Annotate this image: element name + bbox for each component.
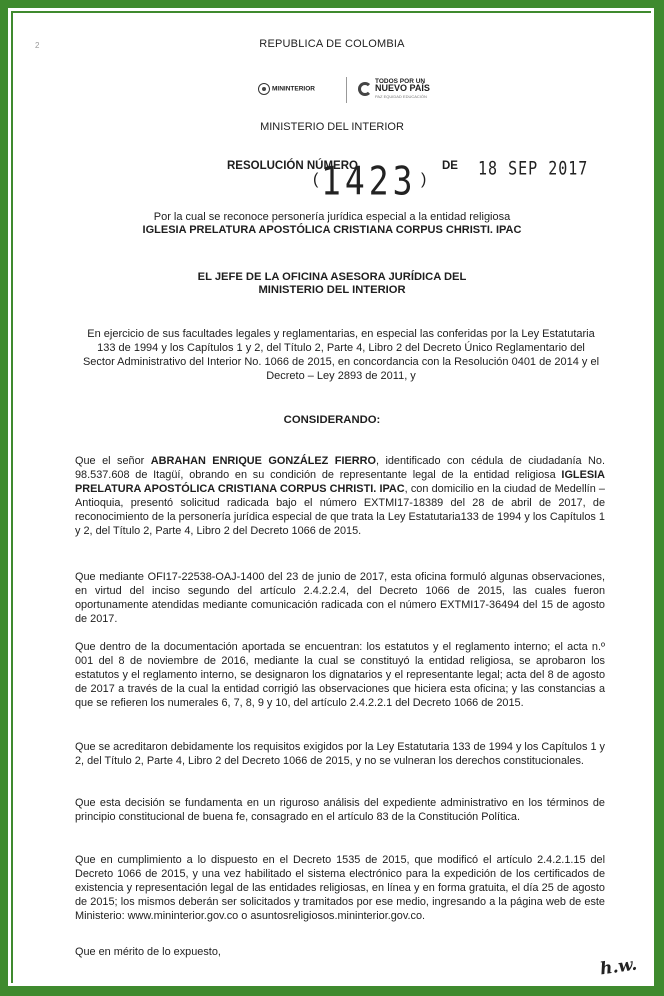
close-paren: ) (421, 171, 427, 188)
entity-name-inline: IGLESIA PRELATURA APOSTÓLICA CRISTIANA CORPUS CHRISTI. IPAC (75, 469, 605, 495)
resolution-number: 1423 (321, 157, 417, 204)
paragraph-7: Que en mérito de lo expuesto, (75, 946, 221, 958)
paragraph-3: Que dentro de la documentación aportada se encuentran: los estatutos y el reglamento interno; el acta n.º 001 del 8 de noviembre de 2016, mediante la cual se constituyó la entidad religiosa, se aprobaron los estatutos y el reglamento interno, se designaron los dignatarios y el representante legal; acta del 8 de agosto de 2017 a través de la cual la entidad corrigió las observaciones que hiciera esta oficina; y las constancias a que se refieren los numerales 6, 7, 8, 9 y 10, del artículo 2.4.2.2.1 del Decreto 1066 de 2015. (75, 641, 605, 709)
handwritten-initials: h.w. (598, 954, 639, 980)
resolution-date: 18 SEP 2017 (478, 156, 589, 180)
subject-line: Por la cual se reconoce personería jurídica especial a la entidad religiosa (153, 211, 511, 223)
country-header: REPUBLICA DE COLOMBIA (259, 38, 405, 50)
nuevo-pais-swoosh-icon (358, 82, 372, 96)
coat-of-arms-icon (258, 83, 270, 95)
paragraph-1: Que el señor ABRAHAN ENRIQUE GONZÁLEZ FIERRO, identificado con cédula de ciudadanía No. 98.537.608 de Itagüí, obrando en su condición de representante legal de la entidad religiosa IGLESIA PRELATURA APOSTÓLICA CRISTIANA CORPUS CHRISTI. IPAC, con domicilio en la ciudad de Medellín – Antioquia, presentó solicitud radicada bajo el número EXTMI17-18389 del 28 de abril de 2017, de reconocimiento de la personería jurídica especial de que trata la Ley Estatutaria133 de 1994 y los Capítulos 1 y 2, del Título 2, Parte 4, Libro 2 del Decreto 1066 de 2015. (75, 455, 605, 537)
open-paren: ( (313, 171, 319, 188)
logos-row (258, 75, 458, 105)
paragraph-2: Que mediante OFI17-22538-OAJ-1400 del 23 de junio de 2017, esta oficina formuló algunas observaciones, en virtud del inciso segundo del artículo 2.4.2.2.4, del Decreto 1066 de 2015, las cuales fueron oportunamente atendidas mediante comunicación radicada con el número EXTMI17-36494 del 15 de agosto de 2017. (75, 571, 605, 625)
nuevo-pais-logo: TODOS POR UN NUEVO PAÍS PAZ EQUIDAD EDUCACIÓN (358, 78, 430, 100)
ministry-name: MINISTERIO DEL INTERIOR (260, 121, 404, 133)
paragraph-5: Que esta decisión se fundamenta en un riguroso análisis del expediente administrativo en los términos de principio constitucional de buena fe, consagrado en el artículo 83 de la Constitución Política. (75, 797, 605, 823)
preamble: En ejercicio de sus facultades legales y reglamentarias, en especial las conferidas por la Ley Estatutaria 133 de 1994 y los Capítulos 1 y 2, del Título 2, Parte 4, Libro 2 del Decreto Único Reglamentario del Sector Administrativo del Interior No. 1066 de 2015, en concordancia con la Resolución 0401 de 2014 y el Decreto – Ley 2893 de 2011, y (82, 328, 600, 382)
authority-line-2: MINISTERIO DEL INTERIOR (258, 284, 406, 296)
applicant-name: ABRAHAN ENRIQUE GONZÁLEZ FIERRO (150, 455, 376, 467)
resolution-de: DE (442, 160, 458, 172)
paragraph-4: Que se acreditaron debidamente los requisitos exigidos por la Ley Estatutaria 133 de 1994 y los Capítulos 1 y 2, del Título 2, Parte 4, Libro 2 del Decreto 1066 de 2015, y no se vulneran los derechos constitucionales. (75, 741, 605, 767)
considerando-heading: CONSIDERANDO: (283, 414, 381, 426)
authority-line-1: EL JEFE DE LA OFICINA ASESORA JURÍDICA DEL (197, 271, 467, 283)
entity-name: IGLESIA PRELATURA APOSTÓLICA CRISTIANA CORPUS CHRISTI. IPAC (142, 224, 522, 236)
mininterior-logo: MININTERIOR (258, 83, 315, 95)
document-page (13, 13, 651, 983)
resolution-label: RESOLUCIÓN NÚMERO (227, 160, 358, 172)
paragraph-6: Que en cumplimiento a lo dispuesto en el Decreto 1535 de 2015, que modificó el artículo 2.4.2.1.15 del Decreto 1066 de 2015, y una vez habilitado el sistema electrónico para la expedición de los certificados de existencia y representación legal de las entidades religiosas, en línea y en forma gratuita, el día 25 de agosto de 2015; los mismos deberán ser solicitados y tramitados por ese medio, ingresando a la página web de este Ministerio: www.mininterior.gov.co o asuntosreligiosos.mininterior.gov.co. (75, 854, 605, 922)
page-number: 2 (35, 41, 40, 50)
logo-divider (346, 77, 347, 103)
